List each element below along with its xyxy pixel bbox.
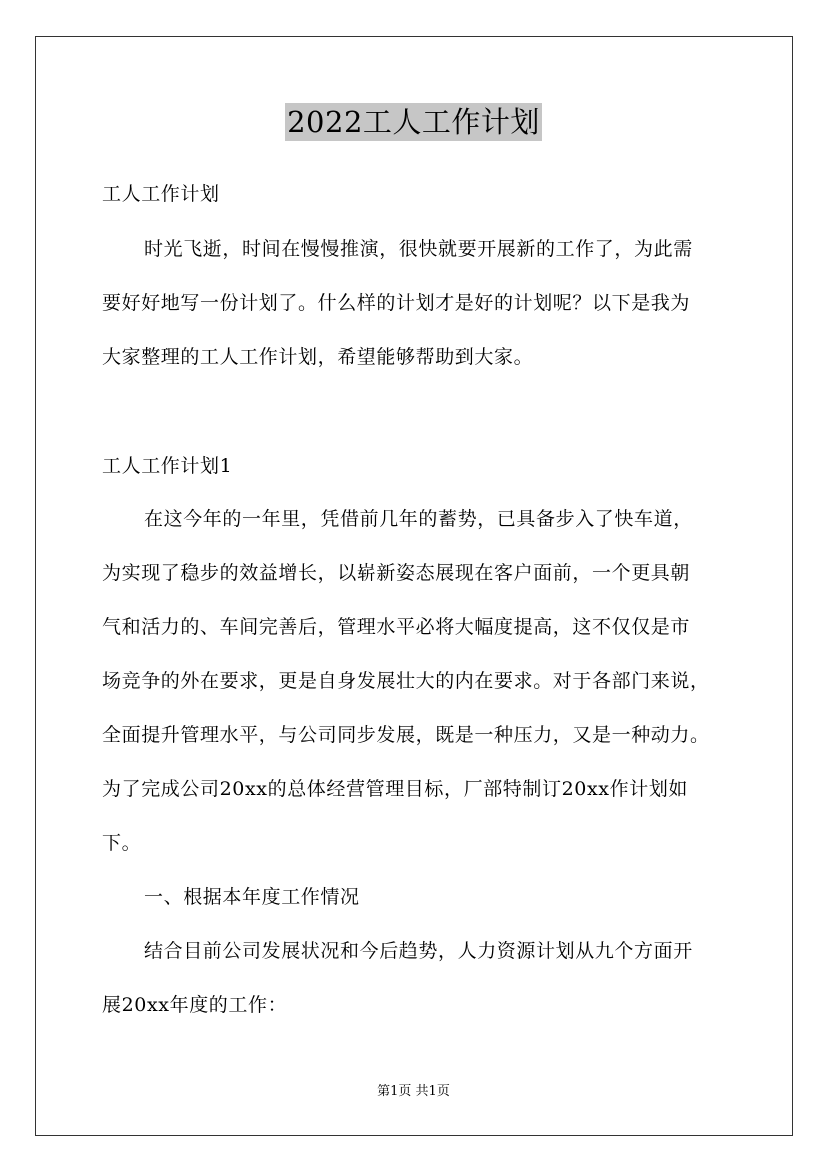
- paragraph-line: 结合目前公司发展状况和今后趋势，人力资源计划从九个方面开: [144, 940, 693, 962]
- subsection-heading: 一、根据本年度工作情况: [144, 886, 360, 908]
- paragraph-line: 时光飞逝，时间在慢慢推演，很快就要开展新的工作了，为此需: [144, 238, 693, 260]
- paragraph-line: 在这今年的一年里，凭借前几年的蓄势，已具备步入了快车道，: [144, 508, 693, 530]
- paragraph-line: 气和活力的、车间完善后，管理水平必将大幅度提高，这不仅仅是市: [102, 616, 691, 638]
- paragraph-line: 为了完成公司20xx的总体经营管理目标，厂部特制订20xx作计划如: [102, 778, 689, 800]
- paragraph-line: 展20xx年度的工作：: [102, 994, 288, 1016]
- section-heading: 工人工作计划: [102, 183, 220, 205]
- paragraph-line: 要好好地写一份计划了。什么样的计划才是好的计划呢？以下是我为: [102, 292, 691, 314]
- section-heading: 工人工作计划1: [102, 455, 233, 477]
- document-title: 2022工人工作计划: [287, 105, 540, 139]
- paragraph-line: 场竞争的外在要求，更是自身发展壮大的内在要求。对于各部门来说，: [102, 670, 710, 692]
- paragraph-line: 为实现了稳步的效益增长，以崭新姿态展现在客户面前，一个更具朝: [102, 562, 691, 584]
- paragraph-line: 大家整理的工人工作计划，希望能够帮助到大家。: [102, 346, 534, 368]
- title-container: [0, 103, 827, 141]
- paragraph-line: 全面提升管理水平，与公司同步发展，既是一种压力，又是一种动力。: [102, 724, 710, 746]
- page-number-footer: 第1页 共1页: [377, 1084, 450, 1099]
- paragraph-line: 下。: [102, 832, 142, 854]
